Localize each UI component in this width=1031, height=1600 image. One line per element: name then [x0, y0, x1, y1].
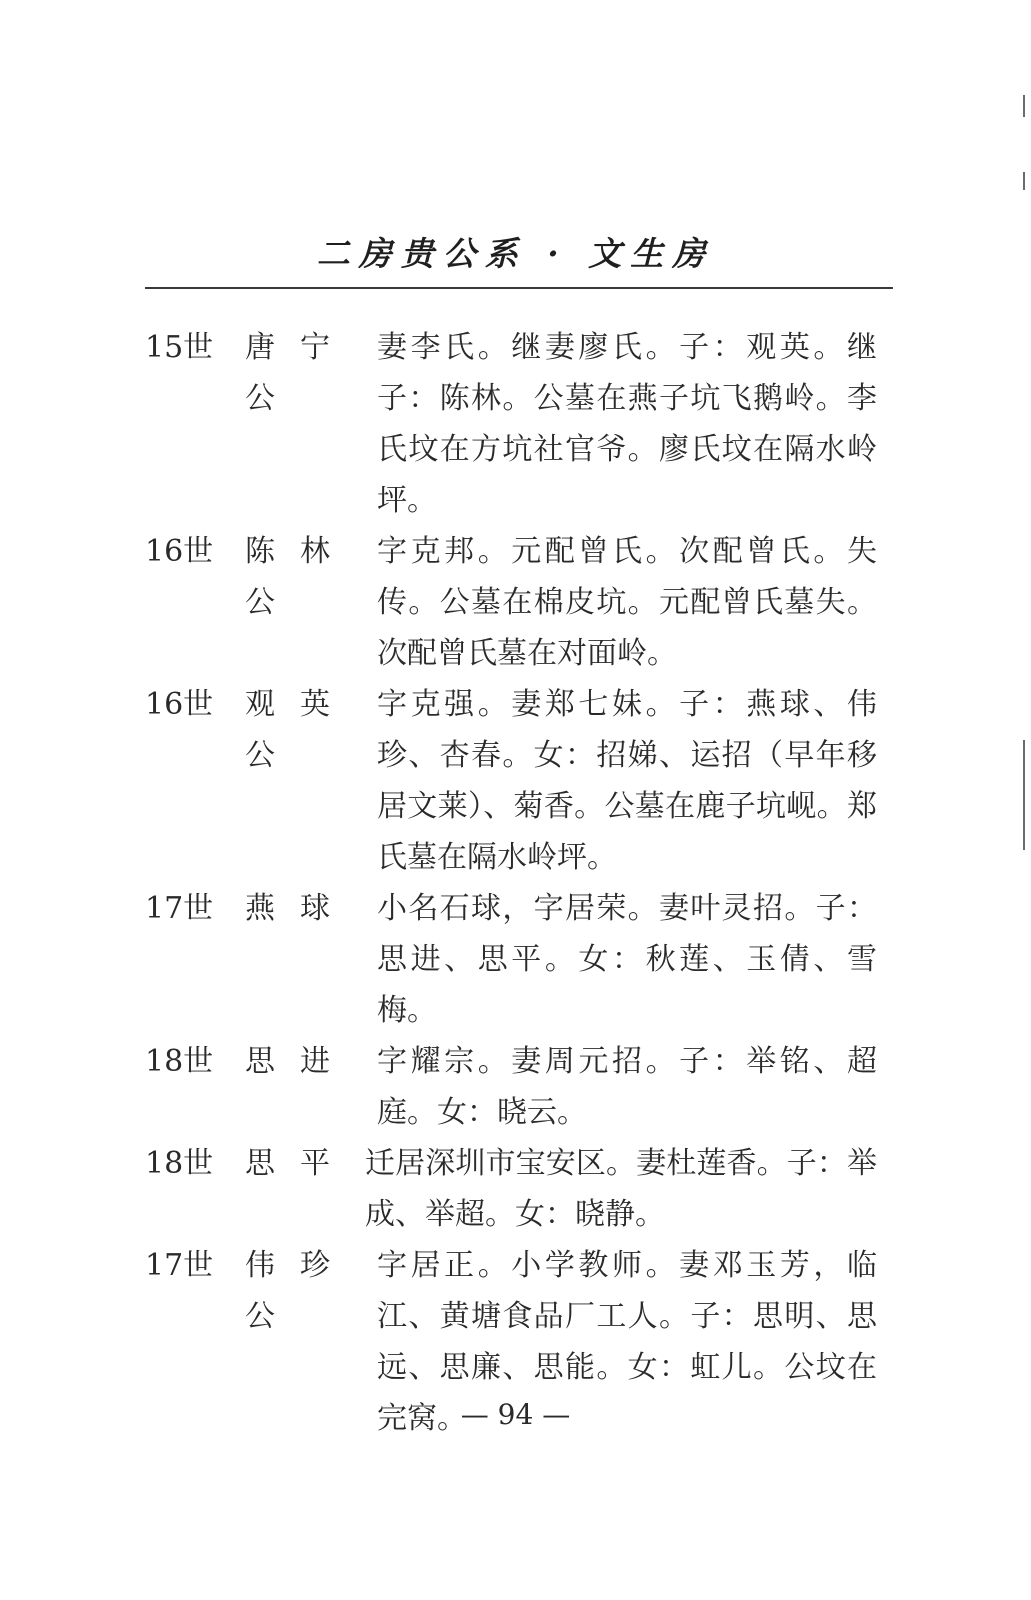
person-name: 陈林公	[245, 534, 330, 620]
generation-label: 17世	[145, 1248, 214, 1283]
page-number: — 94 —	[460, 1398, 571, 1431]
entry-description: 小名石球，字居荣。妻叶灵招。子：思进、思平。女：秋莲、玉倩、雪梅。	[377, 891, 877, 1028]
generation-label: 17世	[145, 891, 214, 926]
genealogy-entry	[145, 883, 895, 1036]
page-header-title: 二房贵公系 · 文生房	[316, 234, 715, 273]
genealogy-entry	[145, 679, 895, 883]
scan-edge-mark-top	[1023, 95, 1025, 117]
header-rule	[145, 287, 893, 289]
entry-description: 字克强。妻郑七妹。子：燕球、伟珍、杏春。女：招娣、运招（早年移居文莱）、菊香。公墓在鹿子坑岘。郑氏墓在隔水岭坪。	[377, 687, 877, 875]
entry-description: 字居正。小学教师。妻邓玉芳，临江、黄塘食品厂工人。子：思明、思远、思廉、思能。女：虹儿。公坟在完窝。	[377, 1248, 877, 1436]
entry-description: 字耀宗。妻周元招。子：举铭、超庭。女：晓云。	[377, 1044, 877, 1130]
person-name: 思 进	[245, 1044, 330, 1079]
generation-label: 18世	[145, 1146, 214, 1181]
generation-label: 15世	[145, 330, 214, 365]
generation-label: 16世	[145, 534, 214, 569]
entry-description: 字克邦。元配曾氏。次配曾氏。失传。公墓在棉皮坑。元配曾氏墓失。次配曾氏墓在对面岭。	[377, 534, 877, 671]
generation-label: 16世	[145, 687, 214, 722]
scan-edge-mark-mid	[1023, 172, 1025, 190]
scan-edge-mark-low	[1023, 740, 1025, 850]
genealogy-entry	[145, 526, 895, 679]
person-name: 观英公	[245, 687, 330, 773]
person-name: 伟珍公	[245, 1248, 330, 1334]
person-name: 思 平	[245, 1146, 330, 1181]
entry-description: 迁居深圳市宝安区。妻杜莲香。子：举成、举超。女：晓静。	[365, 1146, 877, 1232]
genealogy-entry	[145, 1138, 895, 1240]
person-name: 燕 球	[245, 891, 330, 926]
entry-description: 妻李氏。继妻廖氏。子：观英。继子：陈林。公墓在燕子坑飞鹅岭。李氏坟在方坑社官爷。廖氏坟在隔水岭坪。	[377, 330, 877, 518]
person-name: 唐宁公	[245, 330, 330, 416]
genealogy-entry	[145, 1036, 895, 1138]
genealogy-entries	[145, 322, 895, 1444]
genealogy-entry	[145, 322, 895, 526]
generation-label: 18世	[145, 1044, 214, 1079]
